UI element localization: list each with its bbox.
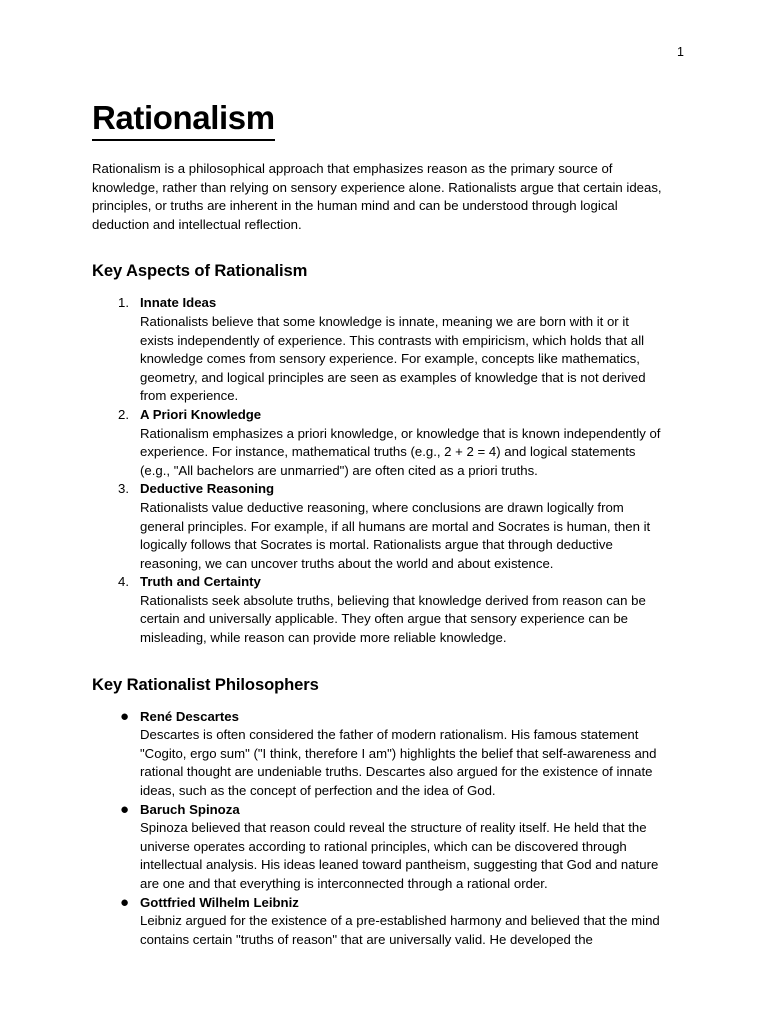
list-item (92, 894, 666, 950)
list-item-title: René Descartes (140, 708, 239, 724)
list-marker: 2. (118, 406, 129, 422)
philosophers-list (92, 708, 666, 950)
list-item-title: Baruch Spinoza (140, 801, 240, 817)
list-item-body: Rationalists value deductive reasoning, where conclusions are drawn logically from general principles. For example, if all humans are mortal and Socrates is human, then it logically follows that Socrates is mortal. Rationalists argue that through deductive reasoning, we can uncover truths about the world and about existence. (140, 499, 651, 571)
list-marker: 1. (118, 295, 129, 311)
list-marker: 3. (118, 481, 129, 497)
intro-paragraph: Rationalism is a philosophical approach that emphasizes reason as the primary source of knowledge, rather than relying on sensory experience alone. Rationalists argue that certain ideas, principles, or truths are inherent in the human mind and can be understood through logical deduction and intellectual reflection. (92, 161, 662, 232)
list-item (92, 406, 666, 480)
section-heading-key-philosophers: Key Rationalist Philosophers (92, 674, 319, 694)
list-item (92, 573, 666, 647)
document-content (92, 98, 666, 949)
bullet-icon: ● (120, 707, 130, 725)
list-item-body: Rationalism emphasizes a priori knowledge, or knowledge that is known independently of experience. For instance, mathematical truths (e.g., 2 + 2 = 4) and logical statements (e.g., "All bachelors are unmarried") are often cited as a priori truths. (140, 425, 661, 478)
list-item (92, 708, 666, 801)
list-item (92, 480, 666, 573)
list-item (92, 294, 666, 406)
section-heading-key-aspects: Key Aspects of Rationalism (92, 261, 308, 281)
list-item-body: Rationalists believe that some knowledge is innate, meaning we are born with it or it exists independently of experience. This contrasts with empiricism, which holds that all knowledge comes from sensory experience. For example, concepts like mathematics, geometry, and logical principles are seen as examples of knowledge that is not derived from experience. (140, 313, 646, 404)
page-title-wrapper (92, 98, 666, 141)
bullet-icon: ● (120, 893, 130, 911)
bullet-icon: ● (120, 800, 130, 818)
list-item-title: Innate Ideas (140, 295, 217, 311)
list-item-body: Descartes is often considered the father of modern rationalism. His famous statement "Cogito, ergo sum" ("I think, therefore I am") highlights the belief that self-awareness and rational thought are undeniable truths. Descartes also argued for the existence of innate ideas, such as the concept of perfection and the idea of God. (140, 727, 657, 799)
page-title: Rationalism (92, 98, 275, 141)
list-item-body: Leibniz argued for the existence of a pre-established harmony and believed that the mind contains certain "truths of reason" that are universally valid. He developed the (140, 913, 660, 947)
key-aspects-list (92, 294, 666, 647)
list-item-title: Truth and Certainty (140, 574, 261, 590)
page-number: 1 (677, 45, 684, 59)
list-item-title: Gottfried Wilhelm Leibniz (140, 894, 299, 910)
list-item-body: Rationalists seek absolute truths, believing that knowledge derived from reason can be certain and universally applicable. They often argue that sensory experience can be misleading, while reason can provide more reliable knowledge. (140, 592, 646, 646)
list-item (92, 801, 666, 894)
list-item-body: Spinoza believed that reason could reveal the structure of reality itself. He held that the universe operates according to rational principles, which can be discovered through intellectual analysis. His ideas leaned toward pantheism, suggesting that God and nature are one and that everything is interconnected through a rational order. (140, 820, 659, 891)
list-item-title: A Priori Knowledge (140, 406, 262, 422)
list-item-title: Deductive Reasoning (140, 481, 275, 497)
list-marker: 4. (118, 574, 129, 590)
